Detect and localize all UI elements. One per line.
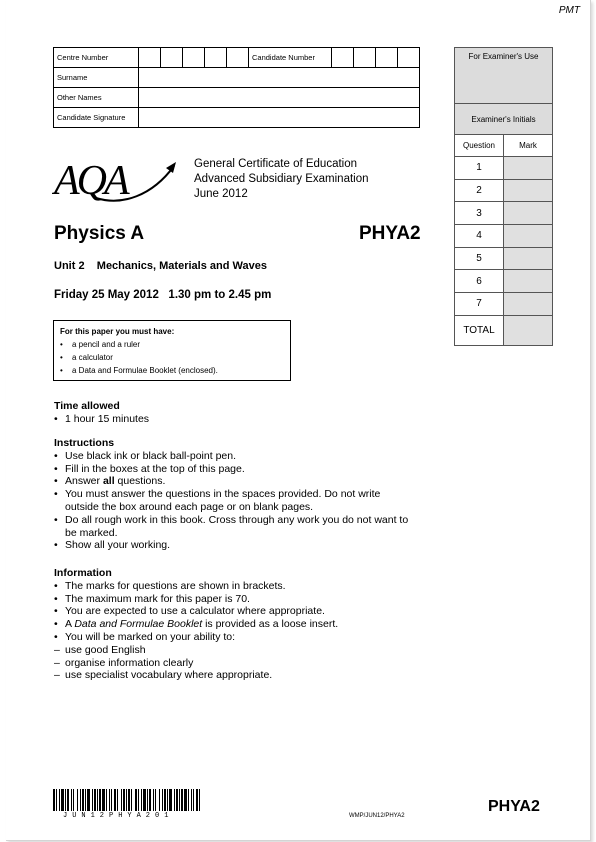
instruction-item: • Answer all questions. [54,475,409,488]
barcode-bar [176,789,178,811]
examiner-use-table [454,47,553,346]
barcode-bar [114,789,116,811]
candidate-number-label: Candidate Number [249,48,332,68]
barcode-bar [82,789,84,811]
aqa-logo-graphic [52,156,182,204]
barcode-bar [196,789,198,811]
certificate-line: Advanced Subsidiary Examination [194,173,369,185]
barcode-bar [67,789,69,811]
barcode-bar [162,789,163,811]
total-mark-cell[interactable] [504,315,553,345]
barcode-bar [87,789,90,811]
barcode-bar [135,789,137,811]
certificate-info [194,157,369,202]
barcode-bar [191,789,192,811]
centre-number-box[interactable] [227,48,249,68]
exam-date-time: Friday 25 May 2012 1.30 pm to 2.45 pm [54,289,272,301]
instruction-item: • Use black ink or black ball-point pen. [54,450,409,463]
centre-number-box[interactable] [183,48,205,68]
mark-cell[interactable] [504,225,553,248]
materials-item: • a pencil and a ruler [60,338,284,351]
candidate-number-box[interactable] [332,48,354,68]
question-number: 7 [455,293,504,316]
question-number: 6 [455,270,504,293]
logo-arrowhead [166,162,176,173]
time-allowed-item: • 1 hour 15 minutes [54,413,149,426]
barcode-bar [106,789,107,811]
mark-cell[interactable] [504,270,553,293]
barcode-bar [149,789,151,811]
barcode-bar [94,789,96,811]
instruction-item: • Do all rough work in this book. Cross through any work you do not want to be marked. [54,514,409,540]
barcode-bar [155,789,156,811]
barcode-bar [102,789,105,811]
barcode-bar [153,789,154,811]
materials-box [53,320,291,381]
barcode-bar [159,789,160,811]
paper-reference: WMP/JUN12/PHYA2 [349,813,405,819]
barcode-bar [59,789,60,811]
unit-title: Unit 2 Mechanics, Materials and Waves [54,260,267,272]
candidate-details-table [53,47,420,128]
barcode-bar [199,789,200,811]
mark-cell[interactable] [504,179,553,202]
barcode-bar [147,789,148,811]
barcode-bar [71,789,72,811]
information-item: • The marks for questions are shown in brackets. [54,580,414,593]
barcode-number: JUN12PHYA201 [63,812,174,820]
barcode-bar [181,789,183,811]
barcode-bar [143,789,146,811]
information-item: • You are expected to use a calculator where appropriate. [54,605,414,618]
materials-item: • a Data and Formulae Booklet (enclosed). [60,364,284,377]
total-label: TOTAL [455,315,504,345]
barcode-bar [85,789,86,811]
centre-number-box[interactable] [139,48,161,68]
question-number: 1 [455,157,504,180]
instruction-item: • Fill in the boxes at the top of this page. [54,463,409,476]
signature-field[interactable] [139,108,420,128]
information-subitem: – use good English [54,644,414,657]
instruction-item: • Show all your working. [54,539,409,552]
centre-number-box[interactable] [205,48,227,68]
barcode-bar [65,789,66,811]
barcode-bar [109,789,110,811]
barcode-bar [111,789,112,811]
certificate-line: General Certificate of Education [194,158,358,170]
instruction-item: • You must answer the questions in the spaces provided. Do not write outside the box around each page or on blank pages. [54,488,409,514]
barcode-bar [97,789,98,811]
barcode-bar [141,789,142,811]
question-number: 2 [455,179,504,202]
mark-cell[interactable] [504,202,553,225]
other-names-label: Other Names [54,88,139,108]
barcode-bar [80,789,81,811]
barcode-bar [53,789,55,811]
question-number: 4 [455,225,504,248]
barcode-bar [169,789,172,811]
centre-number-label: Centre Number [54,48,139,68]
barcode-bar [128,789,130,811]
question-number: 5 [455,247,504,270]
information-item: • You will be marked on your ability to: [54,631,414,644]
information-subitem: – use specialist vocabulary where appropriate. [54,669,414,682]
exam-page [6,0,591,841]
exam-session: June 2012 [194,188,248,200]
information-item: • A Data and Formulae Booklet is provided as a loose insert. [54,618,414,631]
information-subitem: – organise information clearly [54,657,414,670]
paper-code: PHYA2 [359,223,421,244]
materials-item: • a calculator [60,351,284,364]
barcode-bar [179,789,180,811]
examiner-use-label: For Examiner's Use [455,48,553,104]
candidate-number-box[interactable] [398,48,420,68]
barcode-bar [167,789,168,811]
examiner-initials-label: Examiner's Initials [455,104,553,135]
instructions-section [54,437,409,552]
mark-header: Mark [504,135,553,157]
barcode-bar [126,789,127,811]
signature-label: Candidate Signature [54,108,139,128]
question-header: Question [455,135,504,157]
barcode-bar [99,789,101,811]
centre-number-box[interactable] [161,48,183,68]
barcode-bar [92,789,93,811]
surname-label: Surname [54,68,139,88]
paper-code-footer: PHYA2 [488,798,540,815]
barcode-bar [56,789,57,811]
time-allowed-section [54,400,149,426]
barcode-bar [117,789,118,811]
candidate-number-box[interactable] [354,48,376,68]
paper-title: Physics A [54,223,145,244]
other-names-field[interactable] [139,88,420,108]
question-number: 3 [455,202,504,225]
materials-heading: For this paper you must have: [60,327,175,336]
barcode-bar [188,789,189,811]
information-section [54,567,414,682]
mark-cell[interactable] [504,157,553,180]
barcode-bar [193,789,194,811]
information-item: • The maximum mark for this paper is 70. [54,593,414,606]
barcode-bar [61,789,64,811]
barcode-bar [138,789,139,811]
section-heading: Information [54,567,112,579]
candidate-number-box[interactable] [376,48,398,68]
pmt-mark: PMT [558,5,580,16]
barcode-bar [184,789,187,811]
mark-cell[interactable] [504,293,553,316]
barcode-graphic [53,789,213,811]
mark-cell[interactable] [504,247,553,270]
logo-text: AQA [54,158,127,204]
section-heading: Time allowed [54,400,120,412]
aqa-logo [52,156,182,209]
barcode-bar [77,789,78,811]
barcode-bar [174,789,175,811]
section-heading: Instructions [54,437,115,449]
materials-list [60,338,284,377]
barcode-bar [123,789,125,811]
surname-field[interactable] [139,68,420,88]
barcode-bar [131,789,132,811]
barcode-bar [73,789,74,811]
barcode-bar [121,789,122,811]
barcode-bar [164,789,166,811]
